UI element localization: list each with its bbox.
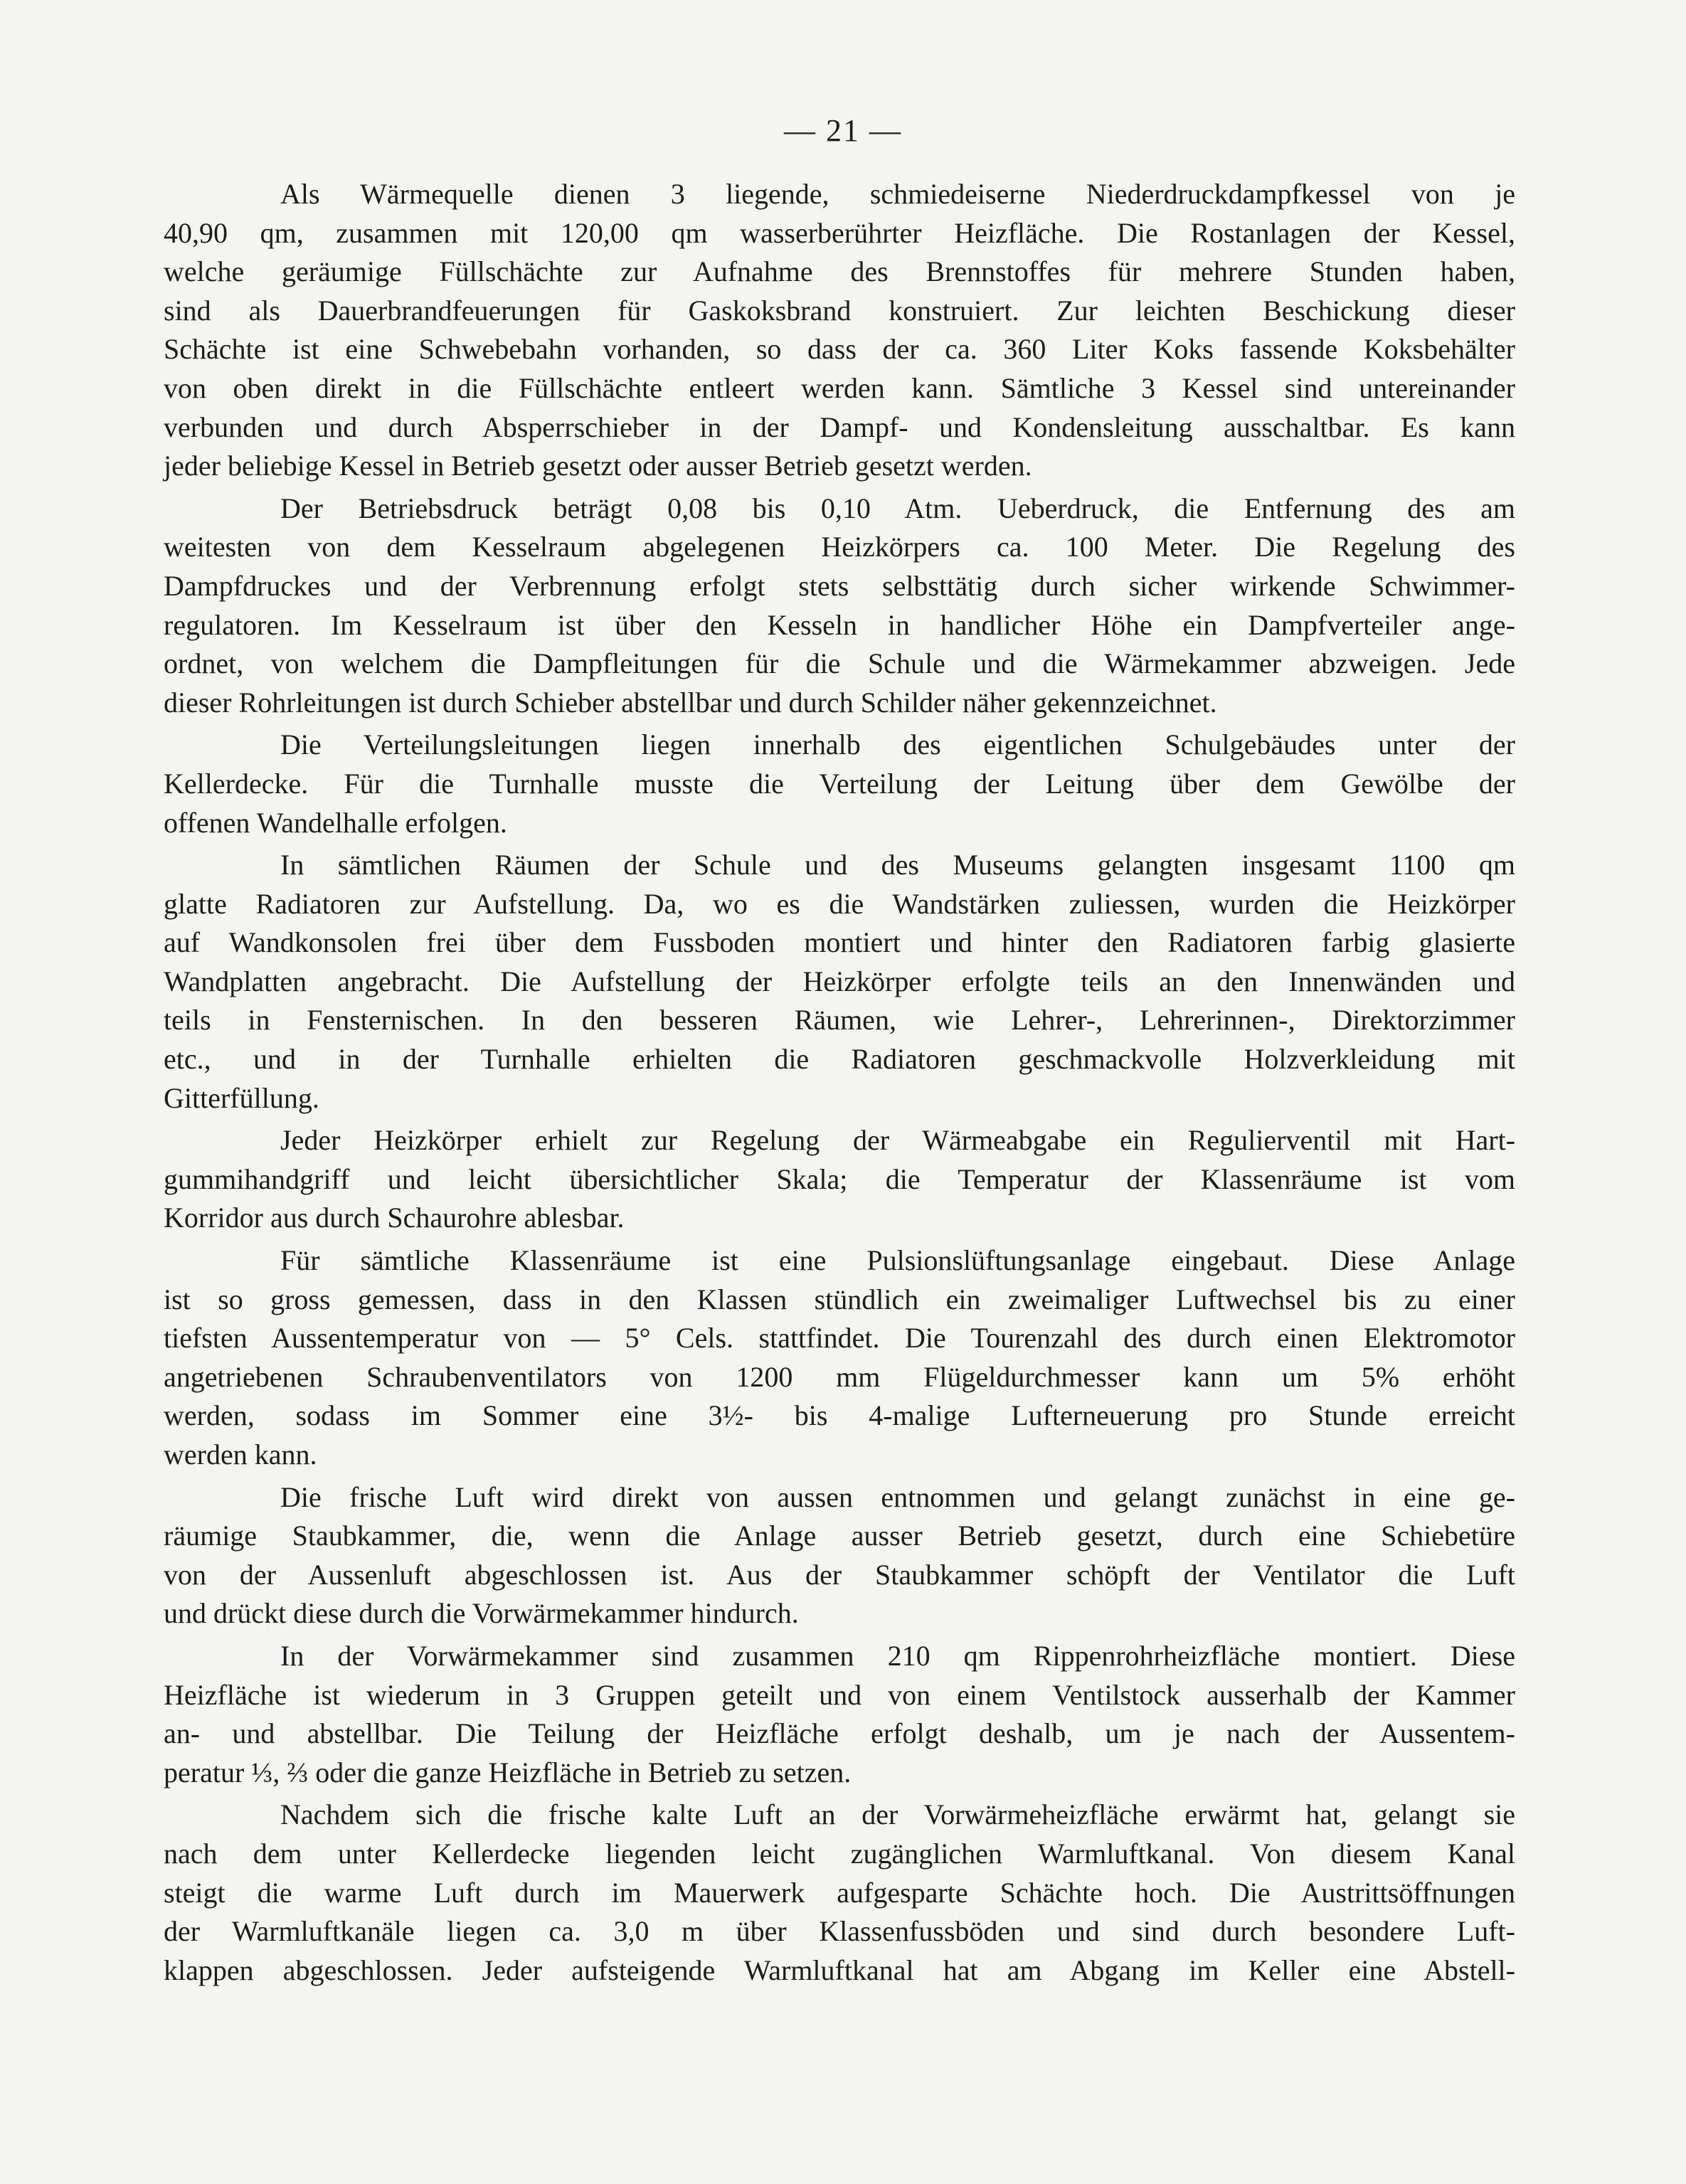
paragraph	[164, 1121, 1515, 1238]
text-line: Der Betriebsdruck beträgt 0,08 bis 0,10 Atm. Ueberdruck, die Entfernung des am	[280, 492, 1515, 524]
text-line: ordnet, von welchem die Dampfleitungen für die Schule und die Wärmekammer abzweigen. Jede	[164, 647, 1515, 680]
text-line: an- und abstellbar. Die Teilung der Heizfläche erfolgt deshalb, um je nach der Aussentem-	[164, 1717, 1515, 1750]
text-line: und drückt diese durch die Vorwärmekammer hindurch.	[164, 1597, 799, 1630]
text-line: sind als Dauerbrandfeuerungen für Gaskoksbrand konstruiert. Zur leichten Beschickung dieser	[164, 294, 1515, 327]
text-line: Für sämtliche Klassenräume ist eine Pulsionslüftungsanlage eingebaut. Diese Anlage	[280, 1244, 1515, 1277]
text-line: 40,90 qm, zusammen mit 120,00 qm wasserberührter Heizfläche. Die Rostanlagen der Kessel,	[164, 216, 1515, 249]
text-line: peratur ⅓, ⅔ oder die ganze Heizfläche in Betrieb zu setzen.	[164, 1756, 852, 1788]
text-line: regulatoren. Im Kesselraum ist über den Kesseln in handlicher Höhe ein Dampfverteiler ange-	[164, 608, 1515, 641]
text-line: Korridor aus durch Schaurohre ablesbar.	[164, 1202, 625, 1234]
text-line: Die Verteilungsleitungen liegen innerhalb des eigentlichen Schulgebäudes unter der	[280, 728, 1515, 761]
text-line: auf Wandkonsolen frei über dem Fussboden montiert und hinter den Radiatoren farbig glasierte	[164, 926, 1515, 959]
text-line: der Warmluftkanäle liegen ca. 3,0 m über Klassenfussböden und sind durch besondere Luft-	[164, 1915, 1515, 1948]
paragraph	[164, 846, 1515, 1118]
text-line: von oben direkt in die Füllschächte entleert werden kann. Sämtliche 3 Kessel sind untereinander	[164, 371, 1515, 404]
text-line: Nachdem sich die frische kalte Luft an der Vorwärmeheizfläche erwärmt hat, gelangt sie	[280, 1798, 1515, 1831]
text-line: Schächte ist eine Schwebebahn vorhanden, so dass der ca. 360 Liter Koks fassende Koksbehälter	[164, 333, 1515, 366]
page-number: — 21 —	[784, 113, 902, 148]
text-line: Als Wärmequelle dienen 3 liegende, schmiedeiserne Niederdruckdampfkessel von je	[280, 178, 1515, 210]
text-line: ist so gross gemessen, dass in den Klassen stündlich ein zweimaliger Luftwechsel bis zu einer	[164, 1283, 1515, 1315]
text-line: werden, sodass im Sommer eine 3½- bis 4-malige Lufterneuerung pro Stunde erreicht	[164, 1399, 1515, 1432]
text-line: nach dem unter Kellerdecke liegenden leicht zugänglichen Warmluftkanal. Von diesem Kanal	[164, 1837, 1515, 1870]
text-line: welche geräumige Füllschächte zur Aufnahme des Brennstoffes für mehrere Stunden haben,	[164, 255, 1515, 288]
text-line: räumige Staubkammer, die, wenn die Anlage ausser Betrieb gesetzt, durch eine Schiebetüre	[164, 1520, 1515, 1552]
text-line: teils in Fensternischen. In den besseren Räumen, wie Lehrer-, Lehrerinnen-, Direktorzimmer	[164, 1004, 1515, 1037]
text-line: angetriebenen Schraubenventilators von 1200 mm Flügeldurchmesser kann um 5% erhöht	[164, 1360, 1515, 1393]
body-text	[164, 175, 1515, 1993]
text-line: Wandplatten angebracht. Die Aufstellung der Heizkörper erfolgte teils an den Innenwänden und	[164, 965, 1515, 997]
paragraph	[164, 1478, 1515, 1633]
text-line: Dampfdruckes und der Verbrennung erfolgt stets selbsttätig durch sicher wirkende Schwimmer-	[164, 569, 1515, 602]
text-line: tiefsten Aussentemperatur von — 5° Cels. stattfindet. Die Tourenzahl des durch einen Elektromotor	[164, 1322, 1515, 1355]
text-line: verbunden und durch Absperrschieber in der Dampf- und Kondensleitung ausschaltbar. Es kann	[164, 410, 1515, 443]
text-line: werden kann.	[164, 1438, 317, 1470]
paragraph	[164, 489, 1515, 723]
paragraph	[164, 175, 1515, 486]
paragraph	[164, 726, 1515, 842]
text-line: Heizfläche ist wiederum in 3 Gruppen geteilt und von einem Ventilstock ausserhalb der Kammer	[164, 1678, 1515, 1711]
text-line: glatte Radiatoren zur Aufstellung. Da, wo es die Wandstärken zuliessen, wurden die Heizkörper	[164, 887, 1515, 920]
paragraph	[164, 1241, 1515, 1475]
paragraph	[164, 1796, 1515, 1990]
text-line: etc., und in der Turnhalle erhielten die Radiatoren geschmackvolle Holzverkleidung mit	[164, 1043, 1515, 1076]
text-line: offenen Wandelhalle erfolgen.	[164, 806, 507, 839]
paragraph	[164, 1637, 1515, 1792]
text-line: jeder beliebige Kessel in Betrieb gesetzt oder ausser Betrieb gesetzt werden.	[164, 450, 1032, 482]
text-line: klappen abgeschlossen. Jeder aufsteigende Warmluftkanal hat am Abgang im Keller eine Abstell-	[164, 1954, 1515, 1986]
text-line: Gitterfüllung.	[164, 1081, 319, 1114]
text-line: steigt die warme Luft durch im Mauerwerk aufgesparte Schächte hoch. Die Austrittsöffnungen	[164, 1876, 1515, 1909]
text-line: von der Aussenluft abgeschlossen ist. Aus der Staubkammer schöpft der Ventilator die Luft	[164, 1558, 1515, 1591]
text-line: gummihandgriff und leicht übersichtlicher Skala; die Temperatur der Klassenräume ist vom	[164, 1162, 1515, 1195]
text-line: In der Vorwärmekammer sind zusammen 210 qm Rippenrohrheizfläche montiert. Diese	[280, 1639, 1515, 1672]
text-line: weitesten von dem Kesselraum abgelegenen Heizkörpers ca. 100 Meter. Die Regelung des	[164, 531, 1515, 563]
text-line: Kellerdecke. Für die Turnhalle musste die Verteilung der Leitung über dem Gewölbe der	[164, 767, 1515, 800]
text-line: Jeder Heizkörper erhielt zur Regelung der Wärmeabgabe ein Regulierventil mit Hart-	[280, 1124, 1515, 1157]
text-line: In sämtlichen Räumen der Schule und des Museums gelangten insgesamt 1100 qm	[280, 849, 1515, 881]
text-line: Die frische Luft wird direkt von aussen entnommen und gelangt zunächst in eine ge-	[280, 1480, 1515, 1513]
text-line: dieser Rohrleitungen ist durch Schieber abstellbar und durch Schilder näher gekennzeichnet.	[164, 686, 1217, 719]
